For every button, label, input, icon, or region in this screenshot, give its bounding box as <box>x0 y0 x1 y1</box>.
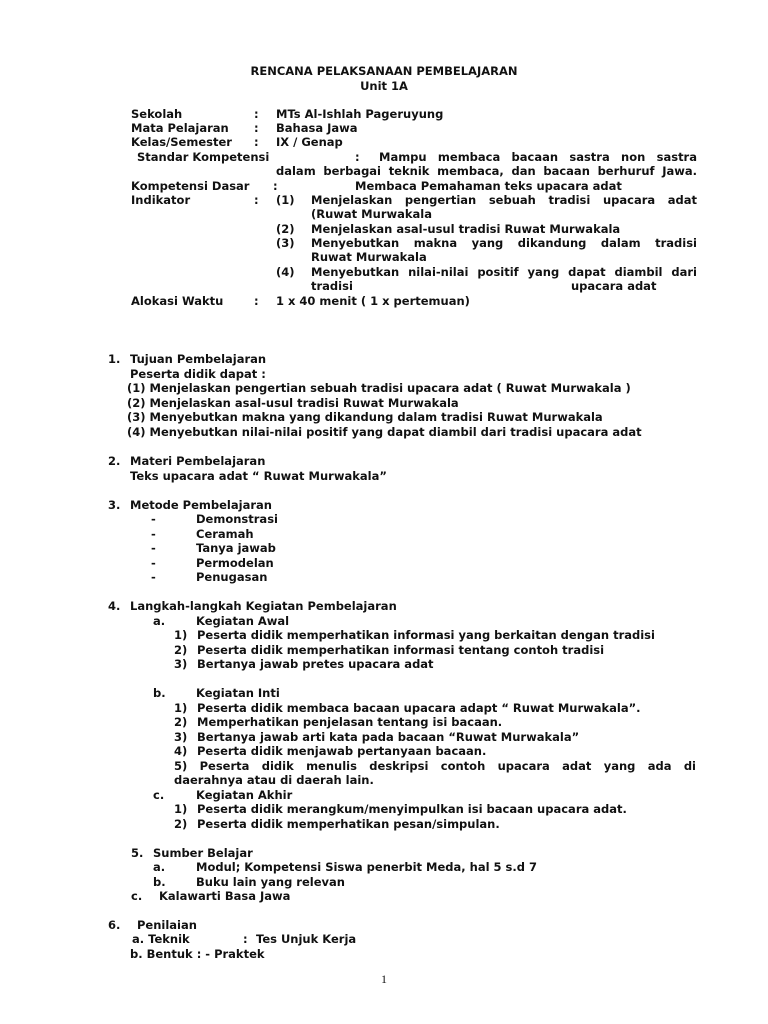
label-indikator: Indikator <box>131 193 191 207</box>
colon-mata-pelajaran: : <box>254 121 259 135</box>
list-item: Buku lain yang relevan <box>196 875 345 889</box>
colon-kompetensi-dasar: : <box>273 179 278 193</box>
bullet-dash: - <box>151 541 156 555</box>
label-alokasi-waktu: Alokasi Waktu <box>131 294 224 308</box>
list-item-cont: daerahnya atau di daerah lain. <box>174 773 374 787</box>
list-item: (2) Menjelaskan asal-usul tradisi Ruwat Murwakala <box>127 396 459 410</box>
indikator-number: (3) <box>276 236 295 250</box>
item-number: 1) <box>174 802 188 816</box>
item-number: 2) <box>174 643 188 657</box>
list-item: (3) Menyebutkan makna yang dikandung dalam tradisi Ruwat Murwakala <box>127 410 603 424</box>
value-sekolah: MTs Al-Ishlah Pageruyung <box>276 107 444 121</box>
item-label: c. <box>131 889 143 903</box>
page-number: 1 <box>381 972 387 986</box>
item-number: 3) <box>174 730 188 744</box>
item-label: a. <box>153 860 166 874</box>
item-number: 1) <box>174 628 188 642</box>
section-text: Teks upacara adat “ Ruwat Murwakala” <box>130 469 387 483</box>
indikator-text-cont: upacara adat <box>571 279 657 293</box>
value-kompetensi-dasar: Membaca Pemahaman teks upacara adat <box>355 179 622 193</box>
indikator-text: Menjelaskan pengertian sebuah tradisi upacara adat <box>311 193 697 207</box>
section-number: 3. <box>108 498 121 512</box>
section-number: 6. <box>108 918 121 932</box>
colon-kelas-semester: : <box>254 135 259 149</box>
indikator-number: (2) <box>276 222 295 236</box>
section-heading: Penilaian <box>137 918 197 932</box>
indikator-text-cont: tradisi <box>311 279 353 293</box>
section-number: 5. <box>131 846 144 860</box>
section-number: 4. <box>108 599 121 613</box>
list-item: Tanya jawab <box>196 541 276 555</box>
bullet-dash: - <box>151 556 156 570</box>
section-heading: Metode Pembelajaran <box>130 498 272 512</box>
value-standar-kompetensi-line1: Mampu membaca bacaan sastra non sastra <box>379 150 697 164</box>
label-sekolah: Sekolah <box>131 107 183 121</box>
document-unit: Unit 1A <box>360 79 408 93</box>
subsection-label: c. <box>153 788 165 802</box>
list-item: Peserta didik memperhatikan informasi tentang contoh tradisi <box>197 643 605 657</box>
document-title: RENCANA PELAKSANAAN PEMBELAJARAN <box>250 64 518 78</box>
label-standar-kompetensi: Standar Kompetensi <box>137 150 270 164</box>
colon-standar-kompetensi: : <box>355 150 360 164</box>
label-kelas-semester: Kelas/Semester <box>131 135 232 149</box>
subsection-title: Kegiatan Awal <box>196 614 290 628</box>
section-heading: Sumber Belajar <box>153 846 253 860</box>
section-heading: Materi Pembelajaran <box>130 454 266 468</box>
list-item: 5) Peserta didik menulis deskripsi contoh upacara adat yang ada di <box>174 759 696 773</box>
subsection-label: a. <box>153 614 166 628</box>
list-item: Penugasan <box>196 570 268 584</box>
subsection-label: b. <box>153 686 166 700</box>
item-label: b. <box>153 875 166 889</box>
section-heading: Langkah-langkah Kegiatan Pembelajaran <box>130 599 397 613</box>
subsection-title: Kegiatan Akhir <box>196 788 293 802</box>
label-mata-pelajaran: Mata Pelajaran <box>131 121 229 135</box>
item-number: 4) <box>174 744 188 758</box>
teknik-value: Tes Unjuk Kerja <box>256 932 357 946</box>
bullet-dash: - <box>151 570 156 584</box>
list-item: Peserta didik memperhatikan informasi yang berkaitan dengan tradisi <box>197 628 655 642</box>
value-kelas-semester: IX / Genap <box>276 135 343 149</box>
bentuk-line: b. Bentuk : - Praktek <box>130 947 265 961</box>
bullet-dash: - <box>151 527 156 541</box>
list-item: Ceramah <box>196 527 254 541</box>
list-item: Kalawarti Basa Jawa <box>159 889 291 903</box>
section-number: 2. <box>108 454 121 468</box>
subsection-title: Kegiatan Inti <box>196 686 280 700</box>
value-alokasi-waktu: 1 x 40 menit ( 1 x pertemuan) <box>276 294 470 308</box>
colon-indikator: : <box>254 193 259 207</box>
indikator-text-cont: Ruwat Murwakala <box>311 250 427 264</box>
list-item: Peserta didik membaca bacaan upacara adapt “ Ruwat Murwakala”. <box>197 701 641 715</box>
list-item: Demonstrasi <box>196 512 278 526</box>
list-item: Peserta didik menjawab pertanyaan bacaan. <box>197 744 487 758</box>
label-kompetensi-dasar: Kompetensi Dasar <box>131 179 250 193</box>
section-heading: Tujuan Pembelajaran <box>130 352 267 366</box>
colon-sekolah: : <box>254 107 259 121</box>
item-number: 2) <box>174 715 188 729</box>
value-mata-pelajaran: Bahasa Jawa <box>276 121 358 135</box>
bullet-dash: - <box>151 512 156 526</box>
indikator-text: Menjelaskan asal-usul tradisi Ruwat Murwakala <box>311 222 621 236</box>
section-number: 1. <box>108 352 121 366</box>
list-item: Memperhatikan penjelasan tentang isi bacaan. <box>197 715 503 729</box>
item-number: 2) <box>174 817 188 831</box>
teknik-colon: : <box>243 932 248 946</box>
indikator-text: Menyebutkan nilai-nilai positif yang dapat diambil dari <box>311 265 697 279</box>
list-item: Bertanya jawab pretes upacara adat <box>197 657 434 671</box>
list-item: Modul; Kompetensi Siswa penerbit Meda, hal 5 s.d 7 <box>196 860 537 874</box>
teknik-label: a. Teknik <box>132 932 190 946</box>
item-number: 1) <box>174 701 188 715</box>
indikator-text: Menyebutkan makna yang dikandung dalam tradisi <box>311 236 697 250</box>
section-intro: Peserta didik dapat : <box>130 367 266 381</box>
indikator-text-cont: (Ruwat Murwakala <box>311 207 432 221</box>
item-number: 3) <box>174 657 188 671</box>
list-item: Peserta didik merangkum/menyimpulkan isi bacaan upacara adat. <box>197 802 627 816</box>
colon-alokasi-waktu: : <box>254 294 259 308</box>
value-standar-kompetensi-line2: dalam berbagai teknik membaca, dan bacaan berhuruf Jawa. <box>276 164 697 178</box>
list-item: (1) Menjelaskan pengertian sebuah tradisi upacara adat ( Ruwat Murwakala ) <box>127 381 631 395</box>
list-item: Bertanya jawab arti kata pada bacaan “Ruwat Murwakala” <box>197 730 580 744</box>
indikator-number: (1) <box>276 193 295 207</box>
indikator-number: (4) <box>276 265 295 279</box>
list-item: (4) Menyebutkan nilai-nilai positif yang dapat diambil dari tradisi upacara adat <box>127 425 642 439</box>
list-item: Permodelan <box>196 556 274 570</box>
list-item: Peserta didik memperhatikan pesan/simpulan. <box>197 817 500 831</box>
